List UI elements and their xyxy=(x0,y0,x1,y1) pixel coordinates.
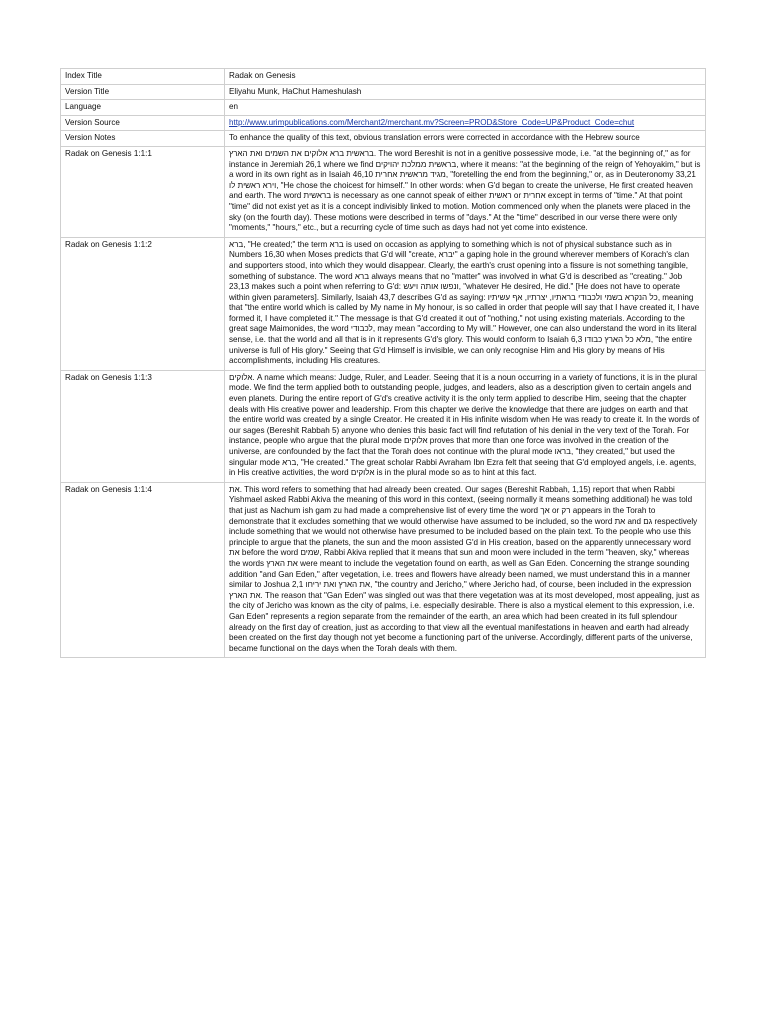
table-row xyxy=(61,100,706,116)
table-row xyxy=(61,482,706,658)
table-row xyxy=(61,84,706,100)
version-source-cell xyxy=(225,115,706,131)
index-title-value: Radak on Genesis xyxy=(225,69,706,85)
table-row xyxy=(61,69,706,85)
entry-text: ברא, "He created;" the term ברא is used on occasion as applying to something which is not of physical substance such as in Numbers 16,30 when Moses predicts that G'd will "create, יברא" a gaping hole in the ground wherever members of Korach's clan and supporters stood, into which they would disappear. Clearly, the earth's crust opening into a fissure is not something tangible, something of substance. The word ברא always means that no "matter" was involved in what G'd is described as "creating." Job 23,13 makes such a point when referring to G'd: ונפשו אותה ויעש, "whatever He desired, He did." [He does not have to operate within given parameters]. Similarly, Isaiah 43,7 describes G'd as saying: כל הנקרא בשמי ולכבודי בראתיו, יצרתיו, אף עשיתיו, meaning that "the entire world which is called by My name in My honour, is so called in order that people will say that I have created it, I have formed it, I have completed it." The message is that G'd created it out of "nothing," not using existing materials. According to the great sage Maimonides, the word לכבודי, may mean "according to My will." However, one can also understand the word in its literal sense, i.e. that the world and all that is in it represents G'd's glory. This would conform to Isaiah 6,3 מלא כל הארץ כבודו, "the entire universe is full of His glory." Seeing that G'd Himself is invisible, we can only recognise Him and His glory by means of His accomplishments, including His creatures. xyxy=(225,237,706,370)
document-table xyxy=(60,68,706,658)
entry-label: Radak on Genesis 1:1:3 xyxy=(61,370,225,482)
table-row xyxy=(61,115,706,131)
version-source-link[interactable]: http://www.urimpublications.com/Merchant2/merchant.mv?Screen=PROD&Store_Code=UP&Product_Code=chut xyxy=(229,117,635,127)
table-row xyxy=(61,370,706,482)
entry-label: Radak on Genesis 1:1:2 xyxy=(61,237,225,370)
version-source-label: Version Source xyxy=(61,115,225,131)
table-row xyxy=(61,131,706,147)
version-notes-value: To enhance the quality of this text, obvious translation errors were corrected in accordance with the Hebrew source xyxy=(225,131,706,147)
entry-text: אלוקים. A name which means: Judge, Ruler, and Leader. Seeing that it is a noun occurring in a variety of functions, it is in the plural mode. We find the term applied both to outstanding people, judges, and leaders, also as a description given to certain angels and even planets. During the entire report of G'd's creative activity it is the only term applied to describe Him, seeing that the chapter deals with His creative power and leadership. From this chapter we derive the knowledge that there are judges on earth and that the entire world was created by a single Creator. He created it in His infinite wisdom when He was ready to create it. In the words of our sages (Bereshit Rabbah 5) anyone who denies this basic fact will find refutation of his denial in the very text of the Torah. For instance, people who argue that the plural mode אלוקים proves that more than one force was involved in the creation of the universe, are confounded by the fact that the Torah does not continue with the plural mode בראו, "they created," but used the singular mode ברא, "He created." The great scholar Rabbi Avraham Ibn Ezra felt that seeing that G'd employed angels, i.e. agents, in His creative activities, the word אלוקים is in the plural mode so as to hint at this fact. xyxy=(225,370,706,482)
version-title-label: Version Title xyxy=(61,84,225,100)
entry-label: Radak on Genesis 1:1:1 xyxy=(61,146,225,237)
language-label: Language xyxy=(61,100,225,116)
entry-text: בראשית ברא אלוקים את השמים ואת הארץ. The word Bereshit is not in a genitive possessive mode, i.e. "at the beginning of," as for instance in Jeremiah 26,1 where we find בראשית ממלכת יהויקים, where it means: "at the beginning of the reign of Yehoyakim," but is a word in its own right as in Isaiah 46,10 מגיד מראשית אחרית, "foretelling the end from the beginning," or, as in Deuteronomy 33,21 וירא ראשית לו, "He chose the choicest for himself." In other words: when G'd began to create the universe, He first created heaven and earth. The word בראשית is necessary as one cannot speak of either ראשית or אחרית except in terms of "time." At that point "time" did not exist yet as it is a concept indivisibly linked to motion. Motion commenced only when the planets were placed in the sky (on the fourth day). These motions were described in terms of "days." At the "time" described in our verse there were only "moments," "hours," etc., but a recurring cycle of time such as days had not yet come into existence. xyxy=(225,146,706,237)
entry-text: את. This word refers to something that had already been created. Our sages (Bereshit Rabbah, 1,15) report that when Rabbi Yishmael asked Rabbi Akiva the meaning of this word in this context, (seeing normally it means something additional) he was told that just as Nachum ish gam zu had made a comprehensive list of every time the word אך or רק appears in the Torah to demonstrate that it excludes something that we would otherwise have assumed to be included, so the word את and גם respectively include something that we would not otherwise have presumed to be included based on the plain text. To the people who use this principle to argue that the planets, the sun and the moon assisted G'd in His creation, based on the apparently unnecessary word את before the word שמים, Rabbi Akiva replied that it means that sun and moon were included in the term "heaven, sky," whereas the words את הארץ were meant to include the vegetation found on earth, as well as Gan Eden. Concerning the strange sounding addition "and Gan Eden," after vegetation, i.e. trees and flowers have already been named, we must understand this in a manner similar to Joshua 2,1 את הארץ ואת יריחו, "the country and Jericho," where Jericho had, of course, been included in the expression את הארץ. The reason that "Gan Eden" was singled out was that there vegetation was at its most developed, most appealing, just as the city of Jericho was known as the city of palms, i.e. especially desirable. There is also a mystical element to this expression, i.e. Gan Eden" represents a region separate from the remainder of the earth, an area which had been created in its full splendour already on the first day of creation, just as according to that view all the eventual manifestations in heaven and earth had already been created on the first day though not yet become a functioning part of the universe. Accordingly, different parts of the universe, became functional on the days when the Torah deals with them. xyxy=(225,482,706,658)
table-row xyxy=(61,146,706,237)
table-row xyxy=(61,237,706,370)
entry-label: Radak on Genesis 1:1:4 xyxy=(61,482,225,658)
language-value: en xyxy=(225,100,706,116)
index-title-label: Index Title xyxy=(61,69,225,85)
version-title-value: Eliyahu Munk, HaChut Hameshulash xyxy=(225,84,706,100)
version-notes-label: Version Notes xyxy=(61,131,225,147)
